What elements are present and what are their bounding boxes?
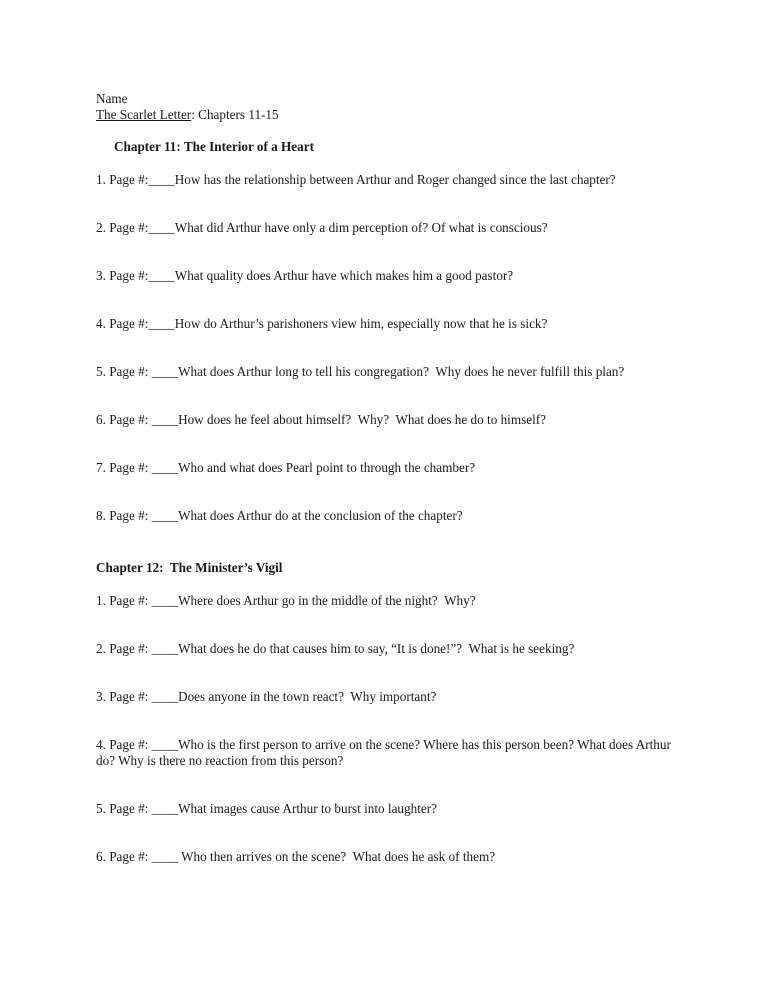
chapter-12-heading: Chapter 12: The Minister’s Vigil xyxy=(96,560,283,575)
book-title: The Scarlet Letter xyxy=(96,107,192,122)
question-text: What does Arthur long to tell his congregation? Why does he never fulfill this plan? xyxy=(178,364,625,379)
question xyxy=(96,460,475,476)
page-number-blank: 1. Page #: ____ xyxy=(96,593,179,608)
question xyxy=(96,593,476,609)
question-text: What quality does Arthur have which makes him a good pastor? xyxy=(174,268,514,283)
page-number-blank: 5. Page #: ____ xyxy=(96,801,179,816)
question-text: Does anyone in the town react? Why important? xyxy=(178,689,437,704)
question xyxy=(96,801,437,817)
page-number-blank: 4. Page #:____ xyxy=(96,316,175,331)
question xyxy=(96,641,574,657)
question-text: What images cause Arthur to burst into laughter? xyxy=(178,801,437,816)
question xyxy=(96,316,547,332)
worksheet-title xyxy=(96,107,279,123)
name-label: Name xyxy=(96,91,128,106)
question-text: What does Arthur do at the conclusion of the chapter? xyxy=(178,508,463,523)
question-text: How has the relationship between Arthur and Roger changed since the last chapter? xyxy=(174,172,616,187)
question xyxy=(96,172,616,188)
question xyxy=(96,849,495,865)
question-text: Who is the first person to arrive on the scene? Where has this person been? What does Arthur do? Why is there no reaction from this person? xyxy=(96,737,671,768)
page-number-blank: 6. Page #: ____ xyxy=(96,412,179,427)
page-number-blank: 3. Page #:____ xyxy=(96,268,175,283)
page-number-blank: 8. Page #: ____ xyxy=(96,508,179,523)
question-text: What did Arthur have only a dim perception of? Of what is conscious? xyxy=(174,220,548,235)
chapter-range: : Chapters 11-15 xyxy=(191,107,279,122)
question xyxy=(96,268,513,284)
question-text: Where does Arthur go in the middle of the night? Why? xyxy=(178,593,476,608)
page-number-blank: 3. Page #: ____ xyxy=(96,689,179,704)
question-text: What does he do that causes him to say, “It is done!”? What is he seeking? xyxy=(178,641,575,656)
question xyxy=(96,508,463,524)
page-number-blank: 2. Page #: ____ xyxy=(96,641,179,656)
question-text: Who and what does Pearl point to through the chamber? xyxy=(178,460,476,475)
question xyxy=(96,689,436,705)
question-text: How do Arthur’s parishoners view him, especially now that he is sick? xyxy=(174,316,548,331)
question xyxy=(96,364,624,380)
question xyxy=(96,737,676,769)
question xyxy=(96,412,546,428)
page-number-blank: 5. Page #: ____ xyxy=(96,364,179,379)
chapter-11-heading: Chapter 11: The Interior of a Heart xyxy=(114,139,314,154)
question xyxy=(96,220,548,236)
page-number-blank: 7. Page #: ____ xyxy=(96,460,179,475)
page-number-blank: 4. Page #: ____ xyxy=(96,737,179,752)
page-number-blank: 1. Page #:____ xyxy=(96,172,175,187)
question-text: Who then arrives on the scene? What does he ask of them? xyxy=(181,849,496,864)
page-number-blank: 2. Page #:____ xyxy=(96,220,175,235)
question-text: How does he feel about himself? Why? What does he do to himself? xyxy=(178,412,546,427)
page-number-blank: 6. Page #: ____ xyxy=(96,849,182,864)
